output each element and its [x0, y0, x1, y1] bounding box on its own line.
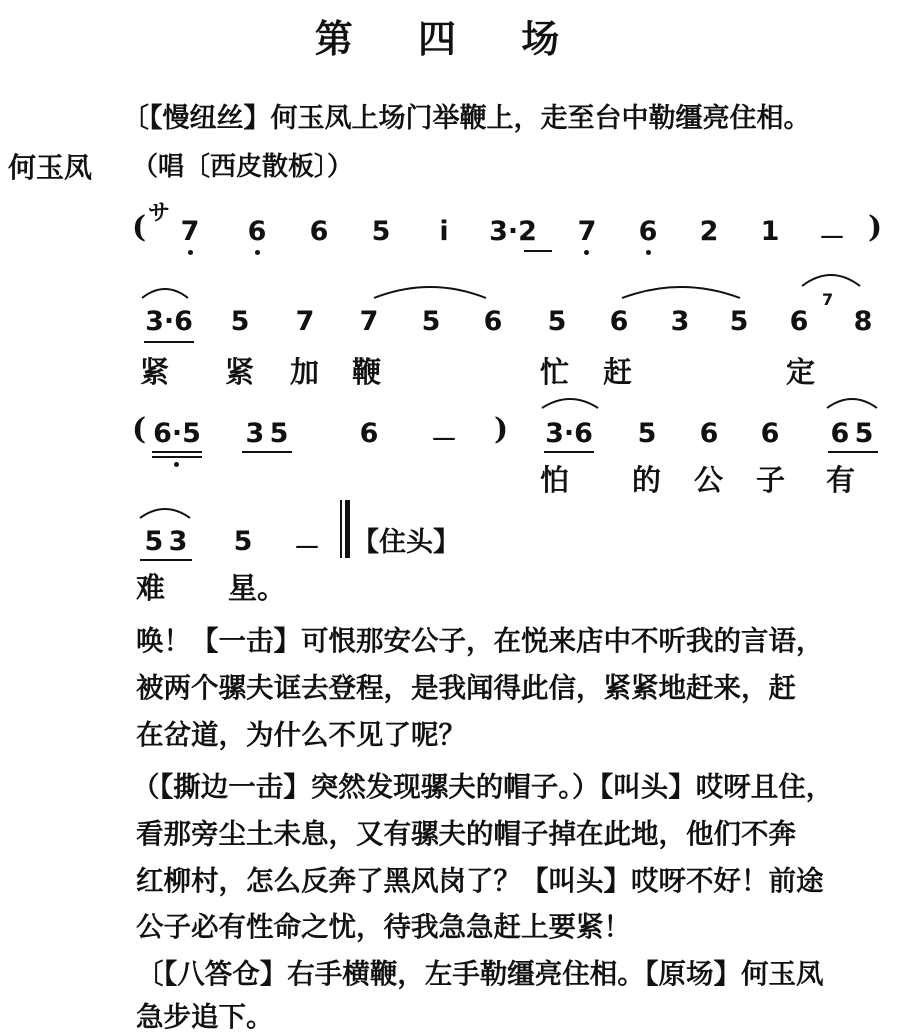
note: 5	[547, 306, 567, 337]
dialogue-line: 被两个骡夫诓去登程，是我闻得此信，紧紧地赶来，赶	[136, 672, 796, 704]
low-dot	[584, 250, 589, 255]
lyric: 星。	[228, 571, 287, 605]
lyric: 紧	[140, 355, 170, 389]
underline	[140, 559, 192, 561]
underline	[544, 451, 594, 453]
low-dot	[255, 250, 260, 255]
note: 3·6	[145, 306, 193, 337]
scene-title: 第 四 场	[314, 16, 586, 61]
slur	[825, 396, 879, 410]
lyric: 鞭	[352, 355, 382, 389]
close-paren: )	[868, 210, 883, 245]
note: 3·2	[489, 216, 537, 247]
note: 6	[760, 418, 780, 449]
lyric: 的	[632, 463, 662, 497]
note: 5	[729, 306, 749, 337]
note: 6	[247, 216, 267, 247]
underline	[152, 456, 202, 458]
note: 7	[295, 306, 315, 337]
underline	[144, 341, 194, 343]
lyric: 忙	[540, 355, 570, 389]
open-paren: (	[132, 210, 147, 245]
dialogue-line: 〔【八答仓】右手横鞭，左手勒缰亮住相。【原场】何玉凤	[136, 958, 824, 990]
note: 5	[230, 306, 250, 337]
dialogue-line: 红柳村，怎么反奔了黑风岗了？【叫头】哎呀不好！前途	[136, 865, 824, 897]
open-paren: (	[132, 412, 147, 447]
note: i	[439, 216, 449, 247]
lyric: 子	[756, 463, 786, 497]
tempo-mark: サ	[148, 200, 171, 226]
slur	[540, 396, 600, 410]
note: 1	[760, 216, 780, 247]
lyric: 公	[694, 463, 724, 497]
note: 6·5	[153, 418, 201, 449]
barline-thick	[345, 500, 350, 558]
note: 3·6	[545, 418, 593, 449]
lyric: 怕	[540, 463, 570, 497]
note: 6	[789, 306, 809, 337]
slur	[140, 286, 190, 300]
slur	[138, 506, 192, 520]
dash: －	[293, 533, 321, 564]
underline	[242, 451, 292, 453]
note: 5	[371, 216, 391, 247]
note: 8	[853, 306, 873, 337]
dialogue-line: 急步追下。	[136, 1001, 274, 1033]
note: 5 3	[144, 526, 188, 557]
note: 6	[359, 418, 379, 449]
note: 5	[637, 418, 657, 449]
sing-label: （唱〔西皮散板〕）	[132, 152, 354, 182]
note: 3	[670, 306, 690, 337]
low-dot	[174, 462, 179, 467]
dialogue-line: （【撕边一击】突然发现骡夫的帽子。）【叫头】哎呀且住，	[132, 771, 834, 803]
note: 3 5	[245, 418, 289, 449]
note: 6	[483, 306, 503, 337]
dialogue-line: 看那旁尘土未息，又有骡夫的帽子掉在此地，他们不奔	[136, 818, 796, 850]
note: 6	[638, 216, 658, 247]
close-paren: )	[494, 412, 509, 447]
note: 6	[609, 306, 629, 337]
note: 6	[309, 216, 329, 247]
lyric: 紧	[225, 355, 255, 389]
slur	[800, 272, 862, 288]
note: 2	[699, 216, 719, 247]
note: 7	[359, 306, 379, 337]
underline	[152, 451, 202, 453]
lyric: 定	[786, 355, 816, 389]
lyric: 加	[290, 355, 320, 389]
barline-thin	[340, 500, 342, 558]
dialogue-line: 在岔道，为什么不见了呢？	[136, 719, 466, 751]
underline	[524, 250, 552, 252]
dash: －	[818, 223, 846, 254]
stage-direction-intro: 〔【慢纽丝】何玉凤上场门举鞭上，走至台中勒缰亮住相。	[122, 103, 811, 134]
lyric: 难	[136, 571, 166, 605]
underline	[828, 451, 878, 453]
lyric: 赶	[603, 355, 633, 389]
slur	[372, 284, 488, 300]
note: 7	[577, 216, 597, 247]
low-dot	[188, 250, 193, 255]
note: 6 5	[830, 418, 874, 449]
low-dot	[646, 250, 651, 255]
grace-note: 7	[822, 290, 834, 309]
note: 5	[233, 526, 253, 557]
speaker-name: 何玉凤	[8, 151, 93, 184]
dialogue-line: 公子必有性命之忧，待我急急赶上要紧！	[136, 911, 631, 943]
note: 6	[699, 418, 719, 449]
dialogue-line: 唤！【一击】可恨那安公子，在悦来店中不听我的言语，	[136, 625, 824, 657]
note: 5	[421, 306, 441, 337]
lyric: 有	[826, 463, 856, 497]
note: 7	[180, 216, 200, 247]
slur	[620, 284, 742, 300]
percussion-mark: 【住头】	[352, 527, 460, 558]
dash: －	[430, 425, 458, 456]
